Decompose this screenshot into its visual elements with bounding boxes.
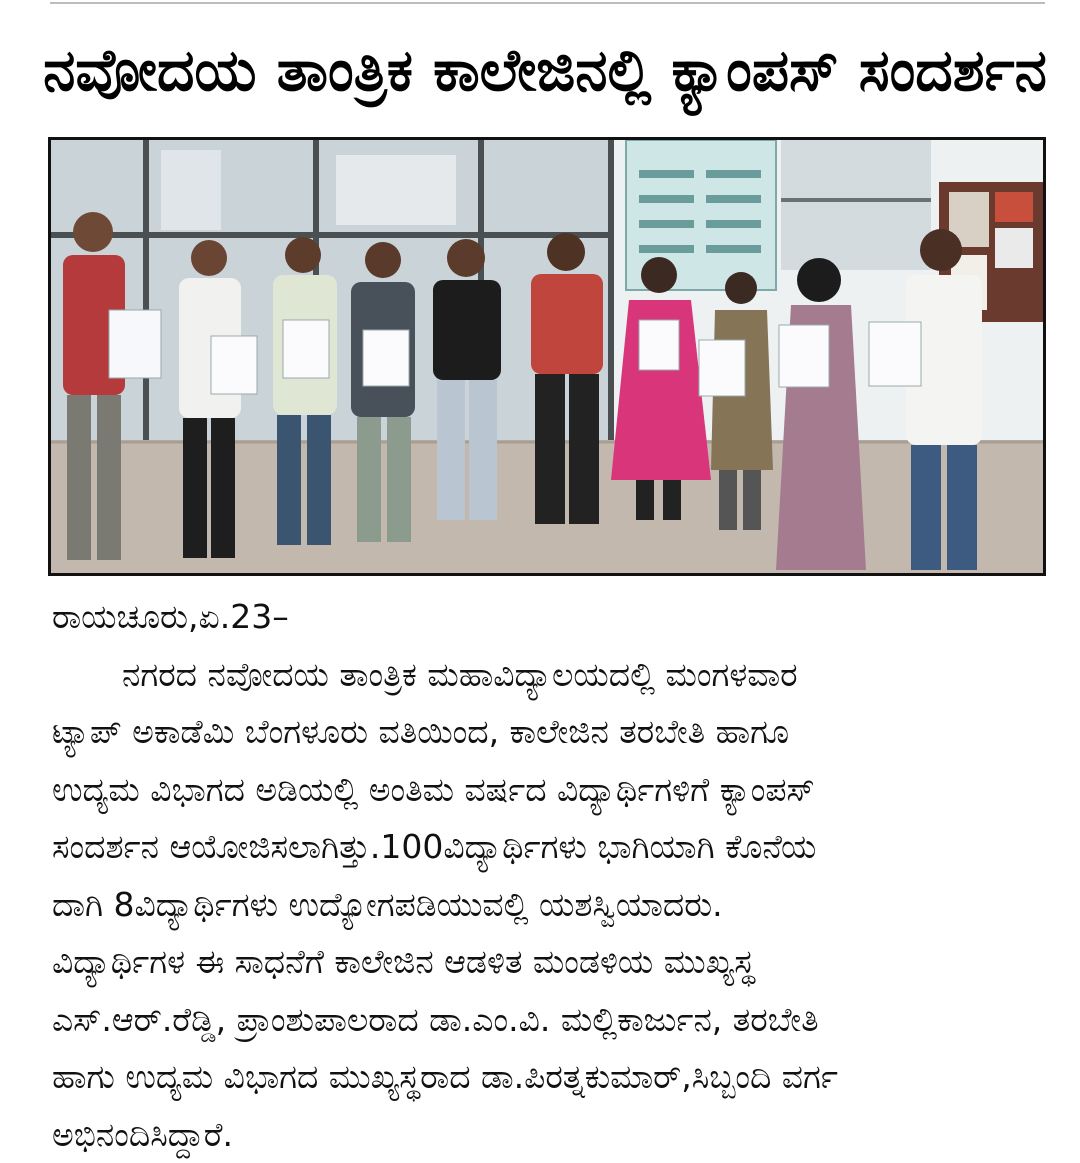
article-photo: [48, 137, 1046, 576]
body-line: ಸಂದರ್ಶನ ಆಯೋಜಿಸಲಾಗಿತ್ತು.100ವಿದ್ಯಾರ್ಥಿಗಳು ಭಾಗಿಯಾಗಿ ಕೊನೆಯ: [52, 818, 1047, 876]
dateline: ರಾಯಚೂರು,ಏ.23–: [52, 588, 1047, 646]
body-line: ಎಸ್.ಆರ್.ರೆಡ್ಡಿ, ಪ್ರಾಂಶುಪಾಲರಾದ ಡಾ.ಎಂ.ವಿ. ಮಲ್ಲಿಕಾರ್ಜುನ, ತರಬೇತಿ: [52, 991, 1047, 1049]
group-photo-illustration: [51, 140, 1043, 573]
top-divider: [50, 2, 1045, 4]
body-line: ನಗರದ ನವೋದಯ ತಾಂತ್ರಿಕ ಮಹಾವಿದ್ಯಾಲಯದಲ್ಲಿ ಮಂಗಳವಾರ: [52, 646, 1047, 704]
body-line: ಟ್ಯಾಪ್ ಅಕಾಡೆಮಿ ಬೆಂಗಳೂರು ವತಿಯಿಂದ, ಕಾಲೇಜಿನ ತರಬೇತಿ ಹಾಗೂ: [52, 703, 1047, 761]
body-line: ವಿದ್ಯಾರ್ಥಿಗಳ ಈ ಸಾಧನೆಗೆ ಕಾಲೇಜಿನ ಆಡಳಿತ ಮಂಡಳಿಯ ಮುಖ್ಯಸ್ಥ: [52, 933, 1047, 991]
body-line: ಅಭಿನಂದಿಸಿದ್ದಾರೆ.: [52, 1106, 1047, 1163]
body-line: ಉದ್ಯಮ ವಿಭಾಗದ ಅಡಿಯಲ್ಲಿ ಅಂತಿಮ ವರ್ಷದ ವಿದ್ಯಾರ್ಥಿಗಳಿಗೆ ಕ್ಯಾಂಪಸ್: [52, 761, 1047, 819]
body-line: ಹಾಗು ಉದ್ಯಮ ವಿಭಾಗದ ಮುಖ್ಯಸ್ಥರಾದ ಡಾ.ಪಿರತ್ನಕುಮಾರ್,ಸಿಬ್ಬಂದಿ ವರ್ಗ: [52, 1048, 1047, 1106]
body-line: ದಾಗಿ 8ವಿದ್ಯಾರ್ಥಿಗಳು ಉದ್ಯೋಗಪಡಿಯುವಲ್ಲಿ ಯಶಸ್ವಿಯಾದರು.: [52, 876, 1047, 934]
article-body: [52, 588, 1047, 1163]
article-headline: ನವೋದಯ ತಾಂತ್ರಿಕ ಕಾಲೇಜಿನಲ್ಲಿ ಕ್ಯಾಂಪಸ್ ಸಂದರ್ಶನ: [40, 22, 1050, 118]
